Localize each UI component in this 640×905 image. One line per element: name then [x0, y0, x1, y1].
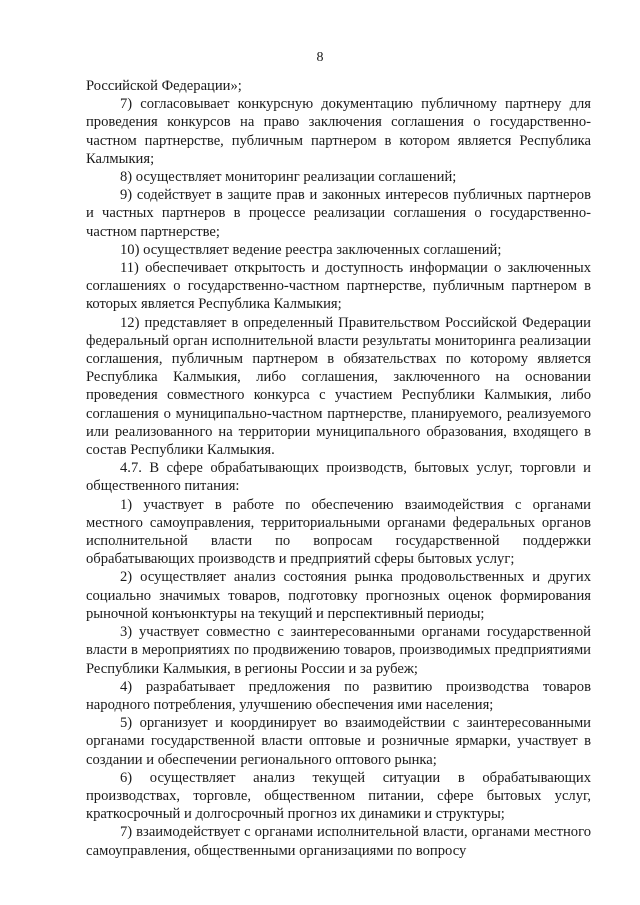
paragraph: 9) содействует в защите прав и законных интересов публичных партнеров и частных партнеров в процессе реализации соглашения о государственно-частном партнерстве;	[86, 187, 591, 240]
paragraph: Российской Федерации»;	[86, 78, 242, 94]
paragraph: 12) представляет в определенный Правительством Российской Федерации федеральный орган исполнительной власти результаты мониторинга реализации соглашения, публичным партнером в обязательствах по которому является Республика Калмыкия, либо соглашения, заключенного на основании проведения совместного конкурса с участием Республики Калмыкия, либо соглашения о муниципально-частном партнерстве, планируемого, реализуемого или реализованного на территории муниципального образования, входящего в состав Республики Калмыкия.	[86, 314, 591, 459]
paragraph: 11) обеспечивает открытость и доступность информации о заключенных соглашениях о государственно-частном партнерстве, публичным партнером в которых является Республика Калмыкия;	[86, 260, 591, 313]
section-heading: 4.7. В сфере обрабатывающих производств, бытовых услуг, торговли и общественного питания:	[86, 460, 591, 495]
paragraph: 6) осуществляет анализ текущей ситуации в обрабатывающих производствах, торговле, общественном питании, сфере бытовых услуг, краткосрочный и долгосрочный прогноз их динамики и структуры;	[86, 769, 591, 823]
paragraph: 8) осуществляет мониторинг реализации соглашений;	[120, 169, 457, 186]
paragraph: 1) участвует в работе по обеспечению взаимодействия с органами местного самоуправления, территориальными органами федеральных органов исполнительной власти по вопросам государственной поддержки обрабатывающих производств и предприятий сферы бытовых услуг;	[86, 496, 591, 568]
paragraph: 2) осуществляет анализ состояния рынка продовольственных и других социально значимых товаров, подготовку прогнозных оценок формирования рыночной конъюнктуры на текущий и перспективный периоды;	[86, 569, 591, 622]
paragraph: 3) участвует совместно с заинтересованными органами государственной власти в мероприятиях по продвижению товаров, производимых предприятиями Республики Калмыкия, в регионы России и за рубеж;	[86, 624, 591, 677]
paragraph: 7) взаимодействует с органами исполнительной власти, органами местного самоуправления, общественными организациями по вопросу	[86, 824, 591, 859]
document-body	[86, 77, 591, 860]
paragraph: 4) разрабатывает предложения по развитию производства товаров народного потребления, улучшению обеспечения ими населения;	[86, 678, 591, 713]
paragraph: 10) осуществляет ведение реестра заключенных соглашений;	[120, 241, 502, 258]
paragraph: 5) организует и координирует во взаимодействии с заинтересованными органами государственной власти оптовые и розничные ярмарки, участвует в создании и обеспечении регионального оптового рынка;	[86, 715, 591, 768]
page-number: 8	[316, 50, 324, 65]
paragraph: 7) согласовывает конкурсную документацию публичному партнеру для проведения конкурсов на право заключения соглашения о государственно-частном партнерстве, публичным партнером в котором является Республика Калмыкия;	[86, 96, 591, 167]
